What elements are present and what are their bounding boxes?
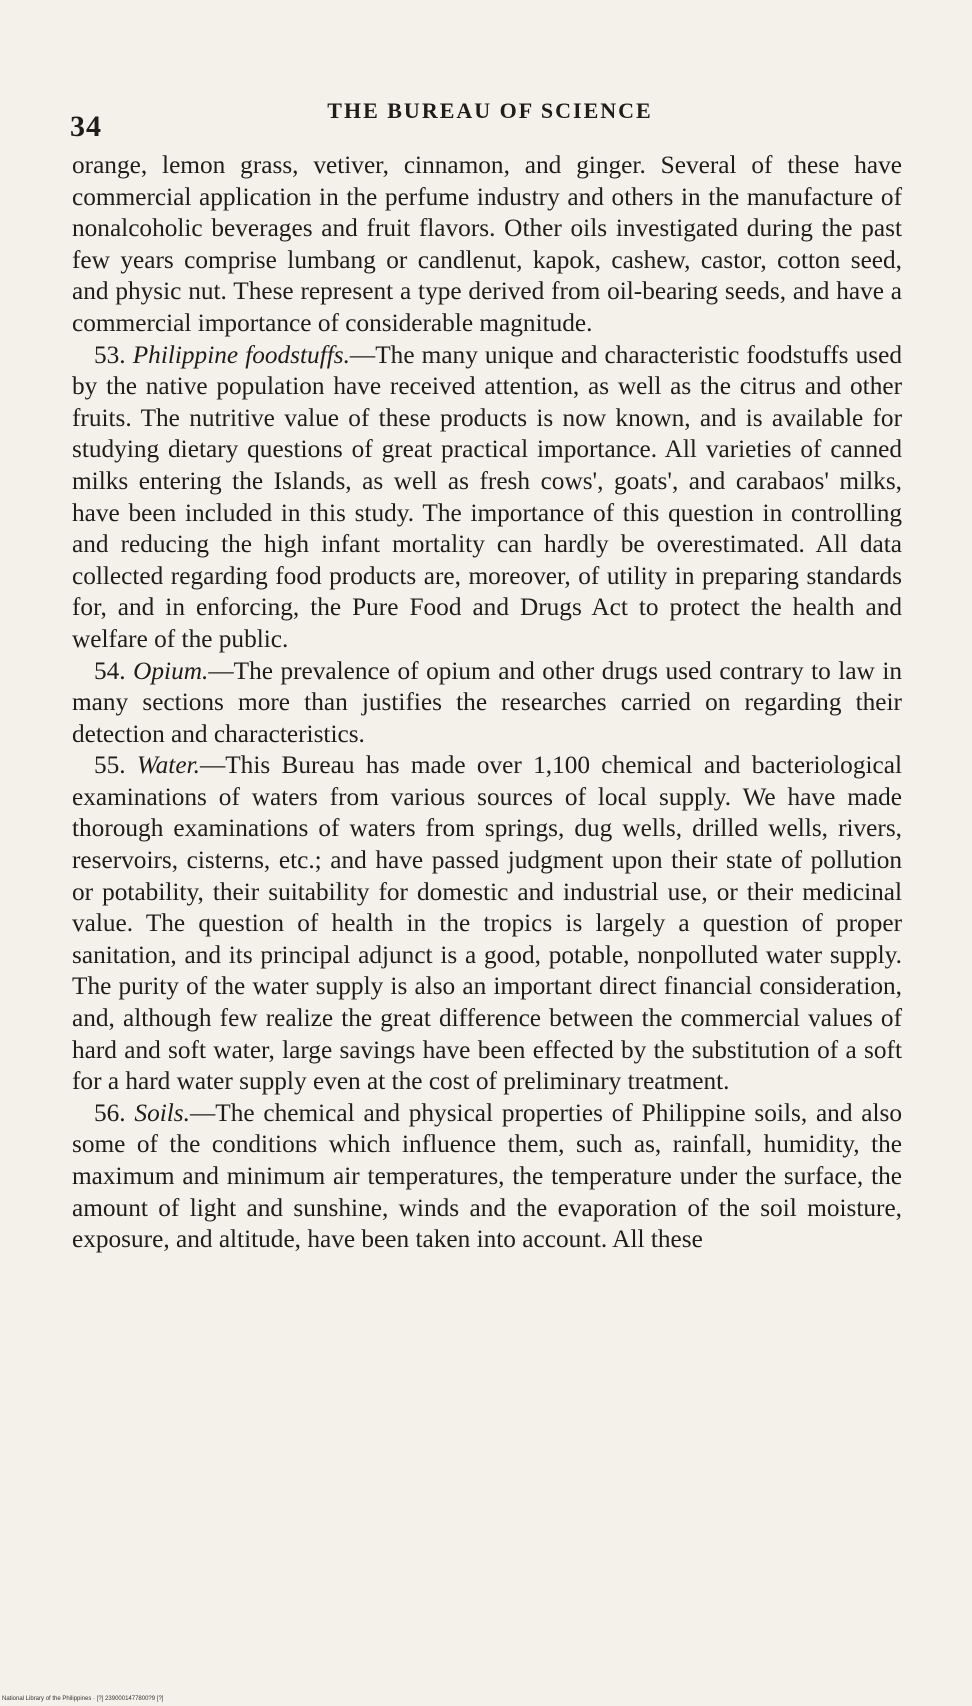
- paragraph-text: orange, lemon grass, vetiver, cinnamon, and ginger. Several of these have commercial application in the perfume industry and others in the manufacture of nonalcoholic beverages and fruit flavors. Other oils investigated during the past few years comprise lumbang or candlenut, kapok, cashew, castor, cotton seed, and physic nut. These represent a type derived from oil-bearing seeds, and have a commercial importance of considerable magnitude.: [72, 151, 902, 337]
- paragraph-oils-continued: [72, 150, 902, 340]
- body-text: [72, 150, 902, 1256]
- section-number: 53.: [94, 340, 126, 369]
- scan-footer-note: National Library of the Philippines · [?] 2390001477800?9 [?]: [2, 1696, 164, 1702]
- page-header: [70, 98, 910, 148]
- paragraph-text: —The chemical and physical properties of Philippine soils, and also some of the conditions which influence them, such as, rainfall, humidity, the maximum and minimum air temperatures, the temperature under the surface, the amount of light and sunshine, winds and the evaporation of the soil moisture, exposure, and altitude, have been taken into account. All these: [72, 1098, 902, 1254]
- section-title: Philippine foodstuffs.: [132, 340, 350, 369]
- page-number: 34: [70, 110, 102, 143]
- section-number: 55.: [94, 751, 126, 780]
- paragraph-text: —This Bureau has made over 1,100 chemical and bacteriological examinations of waters from various sources of local supply. We have made thorough examinations of waters from springs, dug wells, drilled wells, rivers, reservoirs, cisterns, etc.; and have passed judgment upon their state of pollution or potability, their suitability for domestic and industrial use, or their medicinal value. The question of health in the tropics is largely a question of proper sanitation, and its principal adjunct is a good, potable, nonpolluted water supply. The purity of the water supply is also an important direct financial consideration, and, although few realize the great difference between the commercial values of hard and soft water, large savings have been effected by the substitution of a soft for a hard water supply even at the cost of preliminary treatment.: [72, 751, 902, 1096]
- paragraph-54-opium: [72, 656, 902, 751]
- paragraph-text: —The prevalence of opium and other drugs used contrary to law in many sections more than justifies the researches carried on regarding their detection and characteristics.: [72, 656, 902, 748]
- section-number: 54.: [94, 656, 126, 685]
- section-title: Soils.: [134, 1098, 190, 1127]
- section-title: Water.: [136, 751, 200, 780]
- running-title: THE BUREAU OF SCIENCE: [327, 98, 653, 123]
- paragraph-55-water: [72, 750, 902, 1098]
- paragraph-53-foodstuffs: [72, 340, 902, 656]
- section-title: Opium.: [133, 656, 209, 685]
- section-number: 56.: [94, 1098, 126, 1127]
- paragraph-56-soils: [72, 1098, 902, 1256]
- paragraph-text: —The many unique and characteristic foodstuffs used by the native population have received attention, as well as the citrus and other fruits. The nutritive value of these products is now known, and is available for studying dietary questions of great practical importance. All varieties of canned milks entering the Islands, as well as fresh cows', goats', and carabaos' milks, have been included in this study. The importance of this question in controlling and reducing the high infant mortality can hardly be overestimated. All data collected regarding food products are, moreover, of utility in preparing standards for, and in enforcing, the Pure Food and Drugs Act to protect the health and welfare of the public.: [72, 340, 902, 653]
